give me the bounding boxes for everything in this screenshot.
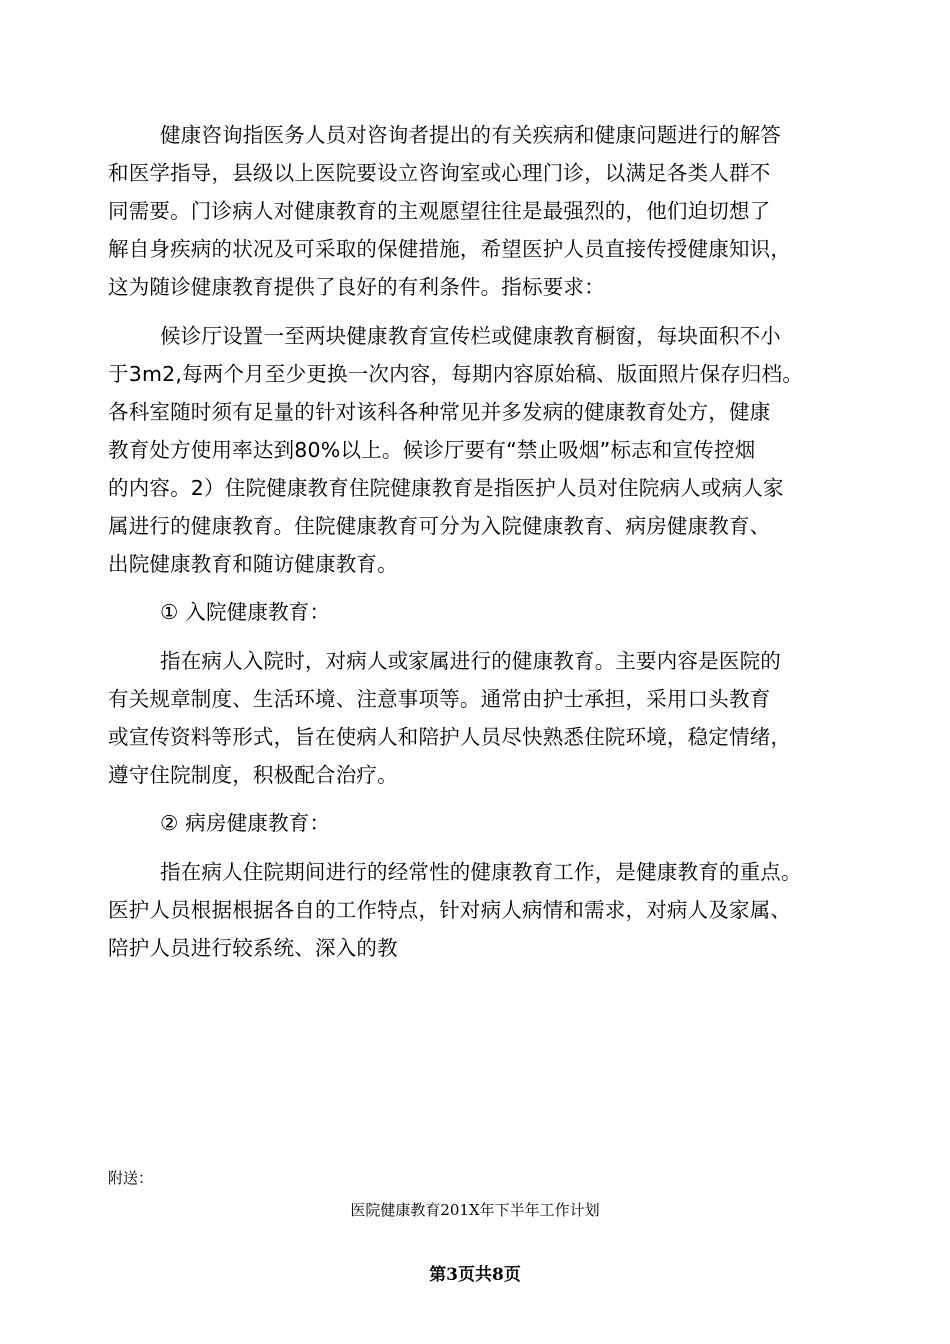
paragraph-ward [108, 853, 848, 967]
paragraph-gap [108, 583, 848, 594]
text-line: 指在病人住院期间进行的经常性的健康教育工作，是健康教育的重点。 [160, 859, 802, 884]
text-line: 遵守住院制度，积极配合治疗。 [108, 762, 398, 787]
paragraph-gap [108, 631, 848, 642]
text-line: 健康咨询指医务人员对咨询者提出的有关疾病和健康问题进行的解答 [160, 123, 781, 147]
heading-admission-education [108, 593, 848, 631]
paragraph-gap [108, 794, 848, 805]
text-line: 陪护人员进行较系统、深入的教 [108, 935, 398, 960]
text-line: 于3m2,每两个月至少更换一次内容，每期内容原始稿、版面照片保存归档。 [108, 361, 804, 386]
page-number: 第3页共8页 [429, 1265, 521, 1285]
appendix-title: 医院健康教育201X年下半年工作计划 [350, 1201, 600, 1219]
text-line: 教育处方使用率达到80%以上。候诊厅要有“禁止吸烟”标志和宣传控烟 [108, 437, 756, 462]
text-line: 同需要。门诊病人对健康教育的主观愿望往往是最强烈的，他们迫切想了 [108, 199, 771, 223]
text-line: 医护人员根据根据各自的工作特点，针对病人病情和需求，对病人及家属、 [108, 897, 792, 922]
text-line: 有关规章制度、生活环境、注意事项等。通常由护士承担，采用口头教育 [108, 686, 771, 711]
section-heading: ① 入院健康教育： [160, 600, 331, 624]
section-heading: ② 病房健康教育： [160, 811, 331, 835]
text-line: 各科室随时须有足量的针对该科各种常见并多发病的健康教育处方，健康 [108, 399, 771, 424]
paragraph-admission [108, 642, 848, 794]
text-line: 属进行的健康教育。住院健康教育可分为入院健康教育、病房健康教育、 [108, 513, 771, 538]
paragraph-gap [108, 306, 848, 317]
document-body [108, 116, 848, 967]
text-line: 和医学指导，县级以上医院要设立咨询室或心理门诊，以满足各类人群不 [108, 161, 771, 185]
text-line: 或宣传资料等形式，旨在使病人和陪护人员尽快熟悉住院环境，稳定情绪， [108, 724, 792, 749]
text-line: 的内容。2）住院健康教育住院健康教育是指医护人员对住院病人或病人家 [108, 475, 784, 500]
text-line: 候诊厅设置一至两块健康教育宣传栏或健康教育橱窗，每块面积不小 [160, 323, 781, 348]
paragraph-gap [108, 842, 848, 853]
text-line: 指在病人入院时，对病人或家属进行的健康教育。主要内容是医院的 [160, 648, 781, 673]
paragraph-waiting-hall [108, 317, 848, 583]
text-line: 这为随诊健康教育提供了良好的有利条件。指标要求： [108, 275, 605, 299]
text-line: 解自身疾病的状况及可采取的保健措施，希望医护人员直接传授健康知识， [108, 237, 792, 261]
heading-ward-education [108, 804, 848, 842]
appendix-label: 附送： [108, 1169, 154, 1187]
text-line: 出院健康教育和随访健康教育。 [108, 551, 398, 576]
paragraph-consultation [108, 116, 848, 306]
